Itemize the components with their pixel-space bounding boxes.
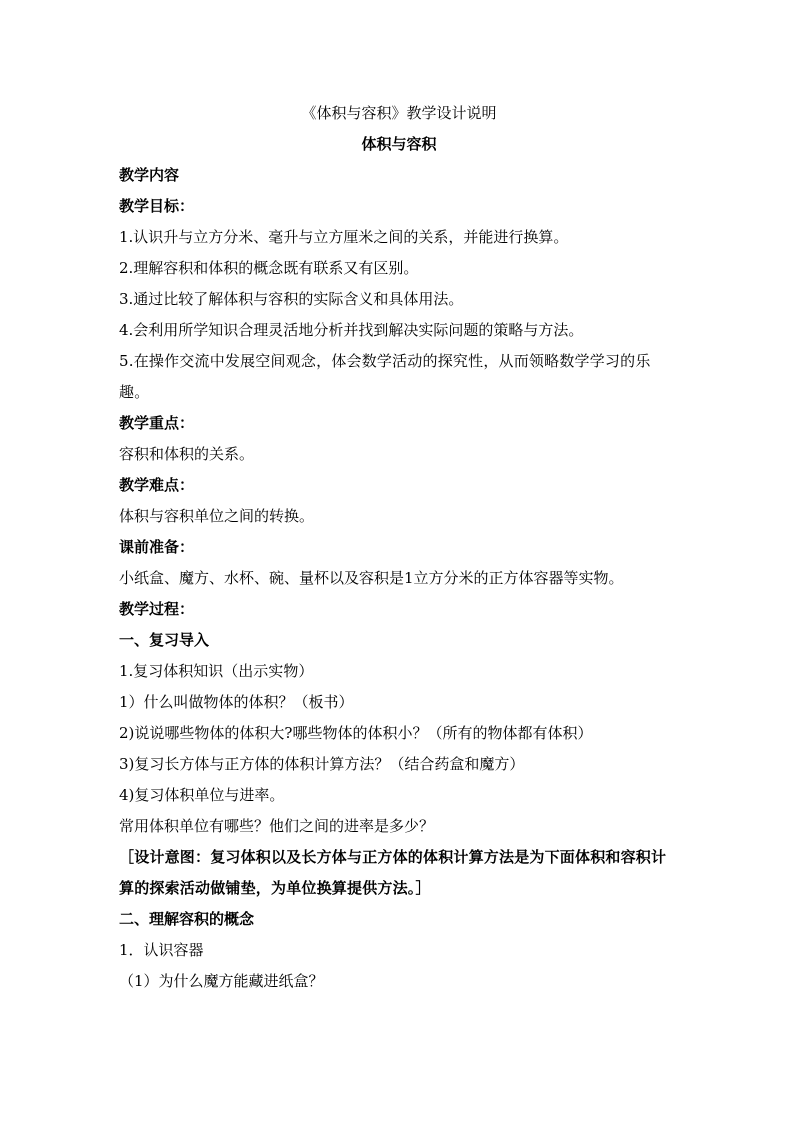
part2-line: 1．认识容器	[119, 941, 204, 959]
part1-line: 1）什么叫做物体的体积？（板书）	[119, 693, 354, 711]
document-body	[119, 98, 679, 997]
process-heading: 教学过程：	[119, 600, 195, 618]
difficulty-heading: 教学难点：	[119, 476, 195, 494]
part1-line: 1.复习体积知识（出示实物）	[119, 662, 314, 680]
goal-item: 5.在操作交流中发展空间观念，体会数学活动的探究性，从而领略数学学习的乐趣。	[119, 352, 651, 401]
part1-line: 4)复习体积单位与进率。	[119, 786, 285, 804]
document-subtitle: 体积与容积	[361, 135, 437, 153]
difficulty-text: 体积与容积单位之间的转换。	[119, 507, 315, 525]
goal-item: 2.理解容积和体积的概念既有联系又有区别。	[119, 259, 419, 277]
goal-item: 4.会利用所学知识合理灵活地分析并找到解决实际问题的策略与方法。	[119, 321, 584, 339]
part2-line: （1）为什么魔方能藏进纸盒？	[119, 972, 324, 990]
content-heading: 教学内容	[119, 166, 180, 184]
design-intent-note: ［设计意图：复习体积以及长方体与正方体的体积计算方法是为下面体积和容积计算的探索活动做铺垫，为单位换算提供方法。］	[119, 848, 667, 897]
part1-heading: 一、复习导入	[119, 631, 210, 649]
preparation-heading: 课前准备：	[119, 538, 195, 556]
key-point-text: 容积和体积的关系。	[119, 445, 255, 463]
goal-item: 3.通过比较了解体积与容积的实际含义和具体用法。	[119, 290, 464, 308]
goals-heading: 教学目标：	[119, 197, 195, 215]
goal-item: 1.认识升与立方分米、毫升与立方厘米之间的关系，并能进行换算。	[119, 228, 569, 246]
part2-heading: 二、理解容积的概念	[119, 910, 255, 928]
part1-line: 3)复习长方体与正方体的体积计算方法？（结合药盒和魔方）	[119, 755, 525, 773]
part1-line: 常用体积单位有哪些？他们之间的进率是多少？	[119, 817, 435, 835]
preparation-text: 小纸盒、魔方、水杯、碗、量杯以及容积是1立方分米的正方体容器等实物。	[119, 569, 624, 587]
part1-line: 2)说说哪些物体的体积大?哪些物体的体积小？（所有的物体都有体积）	[119, 724, 593, 742]
document-title: 《体积与容积》教学设计说明	[301, 104, 497, 122]
key-point-heading: 教学重点：	[119, 414, 195, 432]
